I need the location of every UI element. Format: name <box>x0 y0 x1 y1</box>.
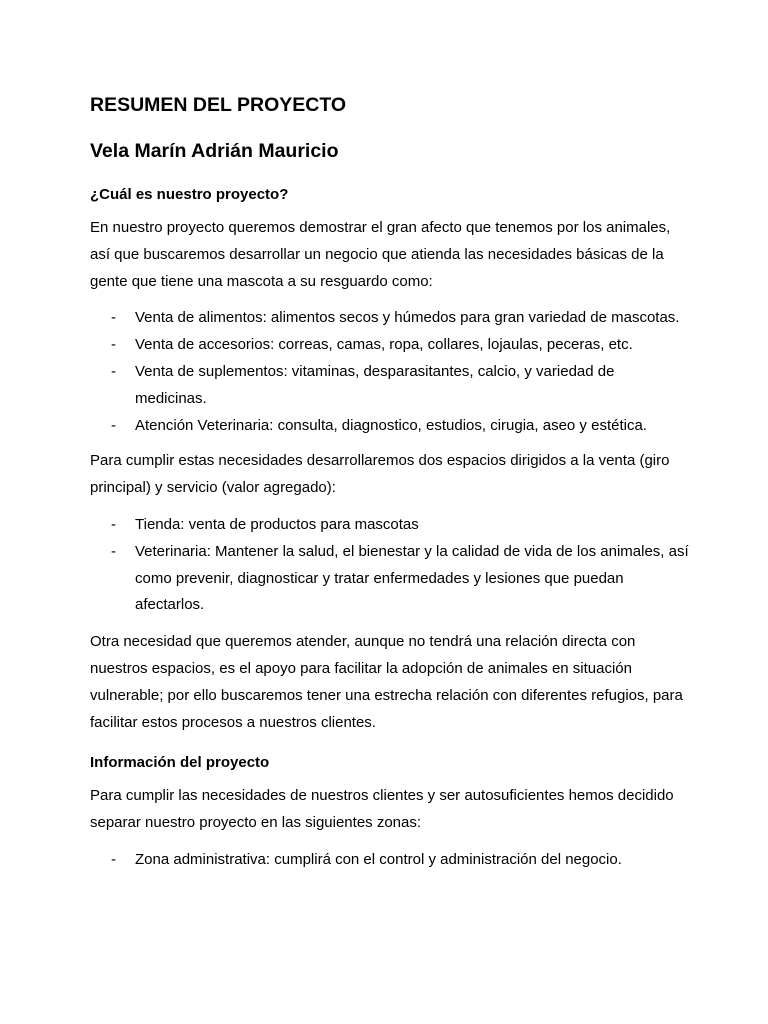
list-item <box>90 413 690 440</box>
bullet-dash: - <box>111 542 116 560</box>
section-heading-information: Información del proyecto <box>90 754 270 772</box>
bullet-dash: - <box>111 336 116 354</box>
list-item <box>90 847 690 874</box>
document-body <box>90 93 690 874</box>
bullet-dash: - <box>111 309 116 327</box>
adoption-paragraph: Otra necesidad que queremos atender, aunque no tendrá una relación directa con nuestros espacios, es el apoyo para facilitar la adopción de animales en situación vulnerable; por ello buscaremos tener una estrecha relación con diferentes refugios, para facilitar estos procesos a nuestros clientes. <box>90 633 683 731</box>
bullet-dash: - <box>111 416 116 434</box>
bullet-dash: - <box>111 850 116 868</box>
list-item <box>90 512 690 539</box>
spaces-intro-paragraph: Para cumplir estas necesidades desarrollaremos dos espacios dirigidos a la venta (giro principal) y servicio (valor agregado): <box>90 452 670 497</box>
bullet-dash: - <box>111 515 116 533</box>
project-intro-paragraph: En nuestro proyecto queremos demostrar el gran afecto que tenemos por los animales, así que buscaremos desarrollar un negocio que atienda las necesidades básicas de la gente que tiene una mascota a su resguardo como: <box>90 219 671 290</box>
document-title: RESUMEN DEL PROYECTO <box>90 94 347 116</box>
bullet-dash: - <box>111 362 116 380</box>
list-item-text: Venta de accesorios: correas, camas, ropa, collares, lojaulas, peceras, etc. <box>135 336 633 354</box>
list-item <box>90 332 690 359</box>
list-item <box>90 539 690 619</box>
zones-intro-paragraph: Para cumplir las necesidades de nuestros clientes y ser autosuficientes hemos decidido separar nuestro proyecto en las siguientes zonas: <box>90 787 674 832</box>
zones-list <box>90 847 690 874</box>
spaces-list <box>90 512 690 619</box>
list-item <box>90 359 690 413</box>
list-item-text: Zona administrativa: cumplirá con el control y administración del negocio. <box>135 850 622 868</box>
services-list <box>90 305 690 439</box>
list-item-text: Tienda: venta de productos para mascotas <box>135 515 419 533</box>
list-item-text: Atención Veterinaria: consulta, diagnostico, estudios, cirugia, aseo y estética. <box>135 416 647 434</box>
list-item <box>90 305 690 332</box>
list-item-text: Venta de alimentos: alimentos secos y húmedos para gran variedad de mascotas. <box>135 309 680 327</box>
list-item-text: Veterinaria: Mantener la salud, el bienestar y la calidad de vida de los animales, así como prevenir, diagnosticar y tratar enfermedades y lesiones que puedan afectarlos. <box>135 542 689 614</box>
list-item-text: Venta de suplementos: vitaminas, desparasitantes, calcio, y variedad de medicinas. <box>135 362 615 407</box>
section-heading-project: ¿Cuál es nuestro proyecto? <box>90 186 289 203</box>
author-name: Vela Marín Adrián Mauricio <box>90 140 339 162</box>
